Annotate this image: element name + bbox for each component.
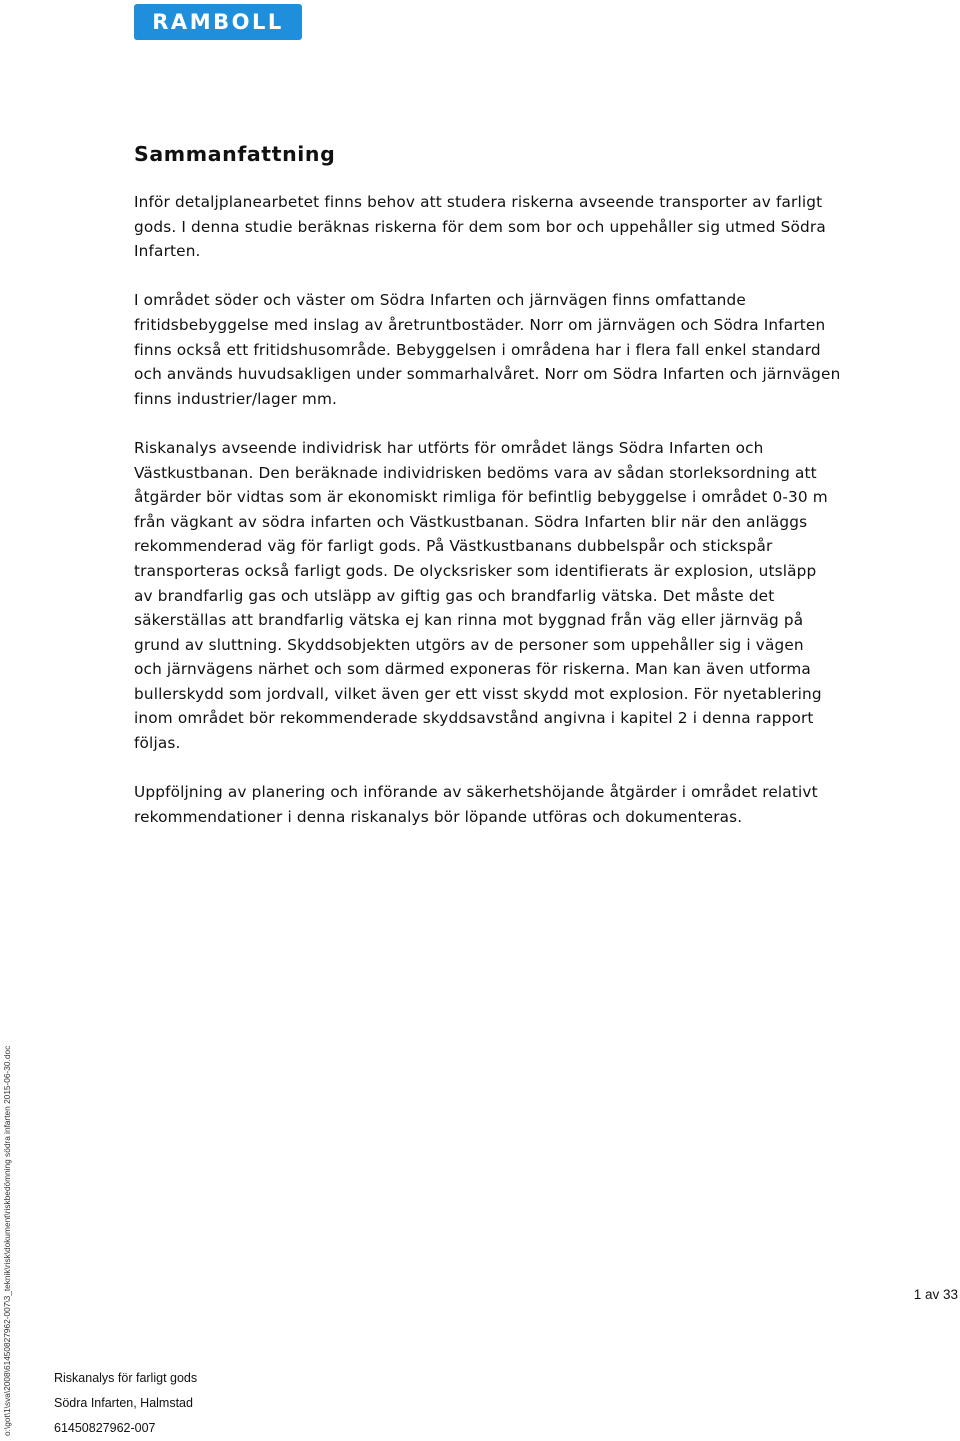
ramboll-logo — [134, 4, 302, 40]
paragraph: Riskanalys avseende individrisk har utförts för området längs Södra Infarten och Västkustbanan. Den beräknade individrisken bedöms vara av sådan storleksordning att åtgärder bör vidtas som är ekonomiskt rimliga för befintlig bebyggelse i området 0-30 m från vägkant av södra infarten och Västkustbanan. Södra Infarten blir när den anläggs rekommenderad väg för farligt gods. På Västkustbanans dubbelspår och stickspår transporteras också farligt gods. De olycksrisker som identifierats är explosion, utsläpp av brandfarlig gas och utsläpp av giftig gas och brandfarlig vätska. Det måste det säkerställas att brandfarlig vätska ej kan rinna mot byggnad från väg eller järnväg på grund av sluttning. Skyddsobjekten utgörs av de personer som uppehåller sig i vägen och järnvägens närhet och som därmed exponeras för riskerna. Man kan även utforma bullerskydd som jordvall, vilket även ger ett visst skydd mot explosion. För nyetablering inom området bör rekommenderade skyddsavstånd angivna i kapitel 2 i denna rapport följas. — [134, 438, 828, 753]
file-path-margin-text: o:\got\1\sva\2008\61450827962-007\3_teknik\risk\dokument\riskbedömning södra infarten 2015-06-30.doc — [2, 1045, 12, 1436]
paragraph: Inför detaljplanearbetet finns behov att studera riskerna avseende transporter av farligt gods. I denna studie beräknas riskerna för dem som bor och uppehåller sig utmed Södra Infarten. — [134, 193, 826, 261]
page-number: 1 av 33 — [913, 1287, 958, 1302]
footer-project-location: Södra Infarten, Halmstad — [54, 1396, 193, 1410]
footer — [54, 1366, 354, 1441]
logo-text: RAMBOLL — [152, 9, 284, 34]
footer-project-number: 61450827962-007 — [54, 1421, 156, 1435]
document-body — [134, 140, 846, 854]
paragraph: I området söder och väster om Södra Infarten och järnvägen finns omfattande fritidsbebyggelse med inslag av åretruntbostäder. Norr om järnvägen och Södra Infarten finns också ett fritidshusområde. Bebyggelsen i områdena har i flera fall enkel standard och används huvudsakligen under sommarhalvåret. Norr om Södra Infarten och järnvägen finns industrier/lager mm. — [134, 291, 841, 408]
paragraph: Uppföljning av planering och införande av säkerhetshöjande åtgärder i området relativt rekommendationer i denna riskanalys bör löpande utföras och dokumenteras. — [134, 783, 818, 826]
page-title: Sammanfattning — [134, 142, 336, 166]
footer-report-title: Riskanalys för farligt gods — [54, 1371, 198, 1385]
